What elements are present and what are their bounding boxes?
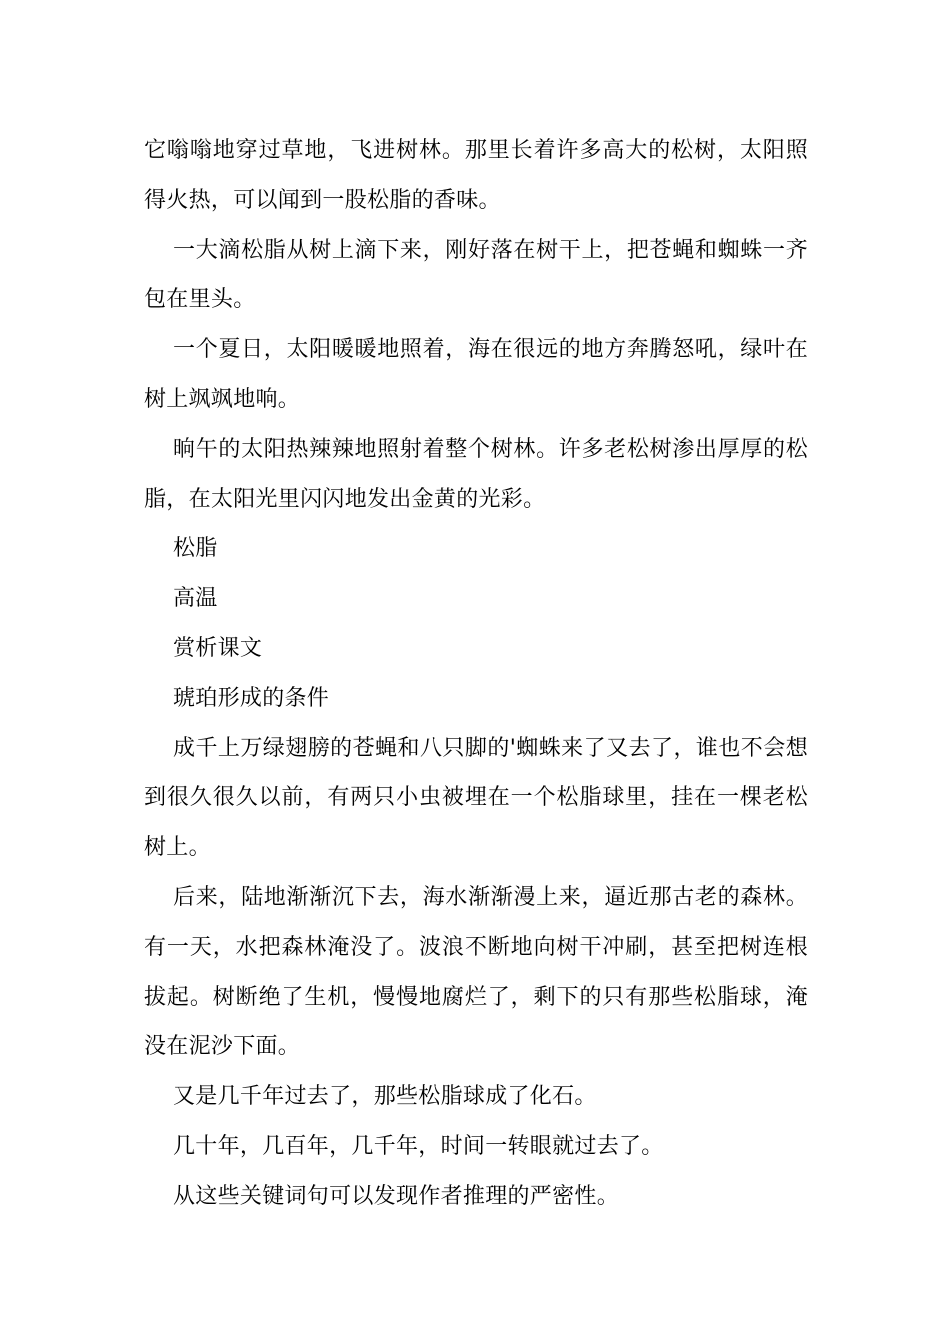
paragraph-11: 又是几千年过去了，那些松脂球成了化石。 [173,1084,597,1110]
paragraph-9: 成千上万绿翅膀的苍蝇和八只脚的'蜘蛛来了又去了，谁也不会想到很久很久以前，有两只小虫被埋在一个松脂球里，挂在一棵老松树上。 [144,735,808,861]
paragraph-13: 从这些关键词句可以发现作者推理的严密性。 [173,1183,620,1209]
paragraph-2: 一大滴松脂从树上滴下来，刚好落在树干上，把苍蝇和蜘蛛一齐包在里头。 [144,237,808,313]
paragraph-8: 琥珀形成的条件 [173,685,330,711]
paragraph-12: 几十年，几百年，几千年，时间一转眼就过去了。 [173,1133,664,1159]
paragraph-10: 后来，陆地渐渐沉下去，海水渐渐漫上来，逼近那古老的森林。有一天，水把森林淹没了。波浪不断地向树干冲刷，甚至把树连根拔起。树断绝了生机，慢慢地腐烂了，剩下的只有那些松脂球，淹没在泥沙下面。 [144,884,808,1060]
paragraph-4: 晌午的太阳热辣辣地照射着整个树林。许多老松树渗出厚厚的松脂，在太阳光里闪闪地发出金黄的光彩。 [144,436,808,512]
paragraph-5: 松脂 [173,536,218,562]
paragraph-7: 赏析课文 [173,635,263,661]
paragraph-1: 它嗡嗡地穿过草地，飞进树林。那里长着许多高大的松树，太阳照得火热，可以闻到一股松脂的香味。 [144,138,808,213]
document-body [144,126,808,1222]
paragraph-3: 一个夏日，太阳暖暖地照着，海在很远的地方奔腾怒吼，绿叶在树上飒飒地响。 [144,337,808,412]
paragraph-6: 高温 [173,586,218,612]
